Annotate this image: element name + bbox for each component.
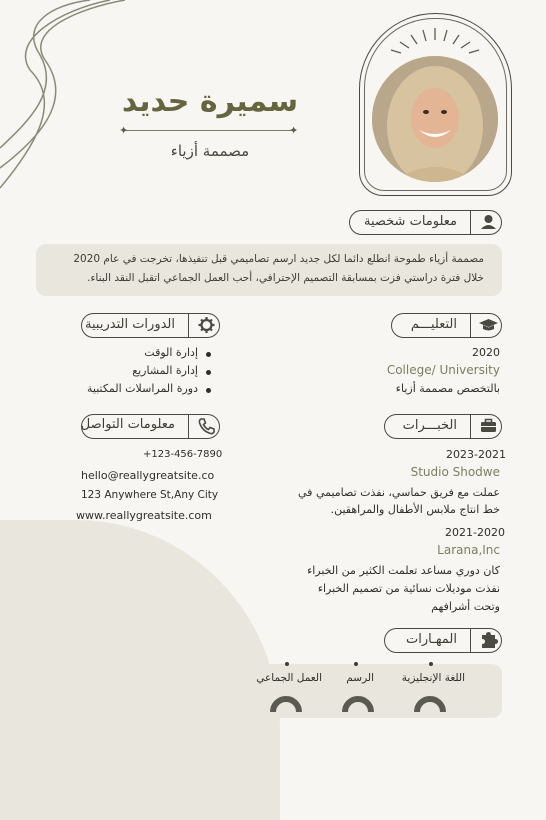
course-item: إدارة المشاريع <box>132 364 198 377</box>
contact-phone: +123-456-7890 <box>143 449 223 460</box>
person-name: سميرة حديد <box>121 84 299 119</box>
skill-gauge <box>417 699 443 712</box>
skill-gauge <box>273 699 299 712</box>
skill-gauge <box>345 699 371 712</box>
section-header-courses <box>81 313 220 338</box>
skill-marker <box>285 662 289 666</box>
section-label: الدورات التدريبية <box>85 317 175 332</box>
education-year: 2020 <box>472 346 500 359</box>
experience-years: 2023-2021 <box>446 448 506 461</box>
section-header-experience <box>384 414 502 439</box>
about-line: مصممة أزياء طموحة انطلع دائما لكل جديد ارسم تصاميمي قبل تنفيذها، تخرجت في عام 2020 <box>73 253 484 265</box>
bullet <box>206 388 211 393</box>
skill-gauges <box>268 694 448 714</box>
profile-photo <box>372 56 498 182</box>
job-title: مصممة أزياء <box>170 142 250 160</box>
course-item: دورة المراسلات المكتبية <box>86 382 198 395</box>
contact-address: 123 Anywhere St,Any City <box>81 489 219 501</box>
sparkle-icon: ✦ <box>119 124 129 137</box>
skill-label: اللغة الإنجليزية <box>401 672 465 684</box>
skill-label: العمل الجماعي <box>256 672 322 684</box>
pill-separator <box>470 628 472 653</box>
puzzle-icon <box>476 628 501 653</box>
bullet <box>206 352 211 357</box>
pill-separator <box>470 313 472 338</box>
pill-separator <box>188 313 190 338</box>
contact-email: hello@reallygreatsite.co <box>81 469 215 482</box>
graduation-cap-icon <box>476 313 501 338</box>
skill-marker <box>429 662 433 666</box>
sparkle-icon: ✦ <box>289 124 299 137</box>
name-divider <box>124 130 296 131</box>
section-label: المهـارات <box>406 632 457 647</box>
about-line: خلال فترة دراستي فزت بمسابقة التصميم الإحترافي، أحب العمل الجماعي اتقبل النقد البناء. <box>87 272 484 284</box>
education-major: بالتخصص مصممة أزياء <box>395 382 500 395</box>
experience-desc: خط انتاج ملابس الأطفال والمراهقين. <box>330 503 500 516</box>
section-label: معلومات التواصل <box>80 417 175 432</box>
experience-company: Studio Shodwe <box>410 465 500 479</box>
experience-years: 2021-2020 <box>445 526 505 539</box>
about-panel <box>36 244 502 296</box>
section-header-skills <box>384 628 502 653</box>
section-label: معلومات شخصية <box>364 214 457 229</box>
section-header-personal <box>349 210 502 235</box>
pill-separator <box>470 210 472 235</box>
education-school: College/ University <box>386 363 500 377</box>
pill-separator <box>470 414 472 439</box>
section-header-contact <box>81 414 220 439</box>
person-icon <box>476 210 501 235</box>
pill-separator <box>188 414 190 439</box>
skill-marker <box>354 662 358 666</box>
section-header-education <box>391 313 502 338</box>
gear-icon <box>194 313 219 338</box>
experience-desc: نفذت موديلات نسائية من تصميم الخبراء <box>317 582 500 595</box>
experience-desc: كان دوري مساعد تعلمت الكثير من الخبراء <box>307 564 500 577</box>
briefcase-icon <box>476 414 501 439</box>
experience-company: Larana,Inc <box>437 543 500 557</box>
contact-website: www.reallygreatsite.com <box>76 509 212 522</box>
section-label: الخبـــرات <box>402 418 457 433</box>
section-label: التعليـــم <box>410 317 457 332</box>
skill-label: الرسم <box>346 672 374 684</box>
experience-desc: وتحت أشرافهم <box>431 600 500 613</box>
phone-icon <box>194 414 219 439</box>
course-item: إدارة الوقت <box>144 346 198 359</box>
bullet <box>206 370 211 375</box>
experience-desc: عملت مع فريق حماسي، نفذت تصاميمي في <box>298 486 500 499</box>
sunburst-decoration <box>385 26 485 54</box>
